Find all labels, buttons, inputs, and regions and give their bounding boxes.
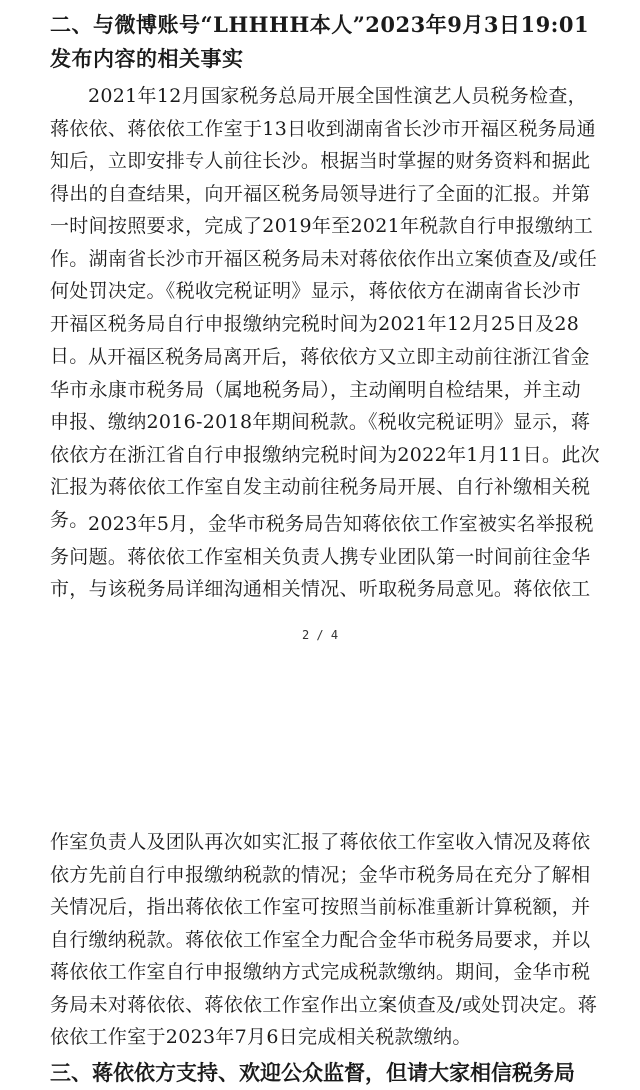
- paragraph-jinhua-yongkang: 从开福区税务局离开后，蒋依依方又立即主动前往浙江省金华市永康市税务局（属地税务局），主动阐明自检结果，并主动申报、缴纳2016-2018年期间税款。《税收完税证明》显示，蒋依依方在浙江省自行申报缴纳完税时间为2022年1月11日。此次汇报为蒋依依工作室自发主动前往税务局开展、自行补缴相关税务。: [50, 346, 600, 531]
- section-heading-two: 二、与微博账号“LHHHH本人”2023年9月3日19:01发布内容的相关事实: [50, 12, 590, 71]
- paragraph-may-2023: 2023年5月，金华市税务局告知蒋依依工作室被实名举报税务问题。蒋依依工作室相关负责人携专业团队第一时间前往金华市，与该税务局详细沟通相关情况、听取税务局意见。蒋依依工: [50, 513, 594, 600]
- paragraph-continuation: 作室负责人及团队再次如实汇报了蒋依依工作室收入情况及蒋依依方先前自行申报缴纳税款的情况；金华市税务局在充分了解相关情况后，指出蒋依依工作室可按照当前标准重新计算税额，并自行缴纳税款。蒋依依工作室全力配合金华市税务局要求，并以蒋依依工作室自行申报缴纳方式完成税款缴纳。期间，金华市税务局未对蒋依依、蒋依依工作室作出立案侦查及/或处罚决定。蒋依依工作室于2023年7月6日完成相关税款缴纳。: [50, 831, 598, 1048]
- paragraph-kaifu-tax: 2021年12月国家税务总局开展全国性演艺人员税务检查，蒋依依、蒋依依工作室于13日收到湖南省长沙市开福区税务局通知后，立即安排专人前往长沙。根据当时掌握的财务资料和据此得出的自查结果，向开福区税务局领导进行了全面的汇报。并第一时间按照要求，完成了2019年至2021年税款自行申报缴纳工作。湖南省长沙市开福区税务局未对蒋依依作出立案侦查及/或任何处罚决定。《税收完税证明》显示，蒋依依方在湖南省长沙市开福区税务局自行申报缴纳完税时间为2021年12月25日及28日。: [50, 85, 598, 367]
- section-heading-three-cut: 三、蒋依依方支持、欢迎公众监督，但请大家相信税务局: [50, 1060, 575, 1085]
- page-number: 2 / 4: [301, 628, 339, 642]
